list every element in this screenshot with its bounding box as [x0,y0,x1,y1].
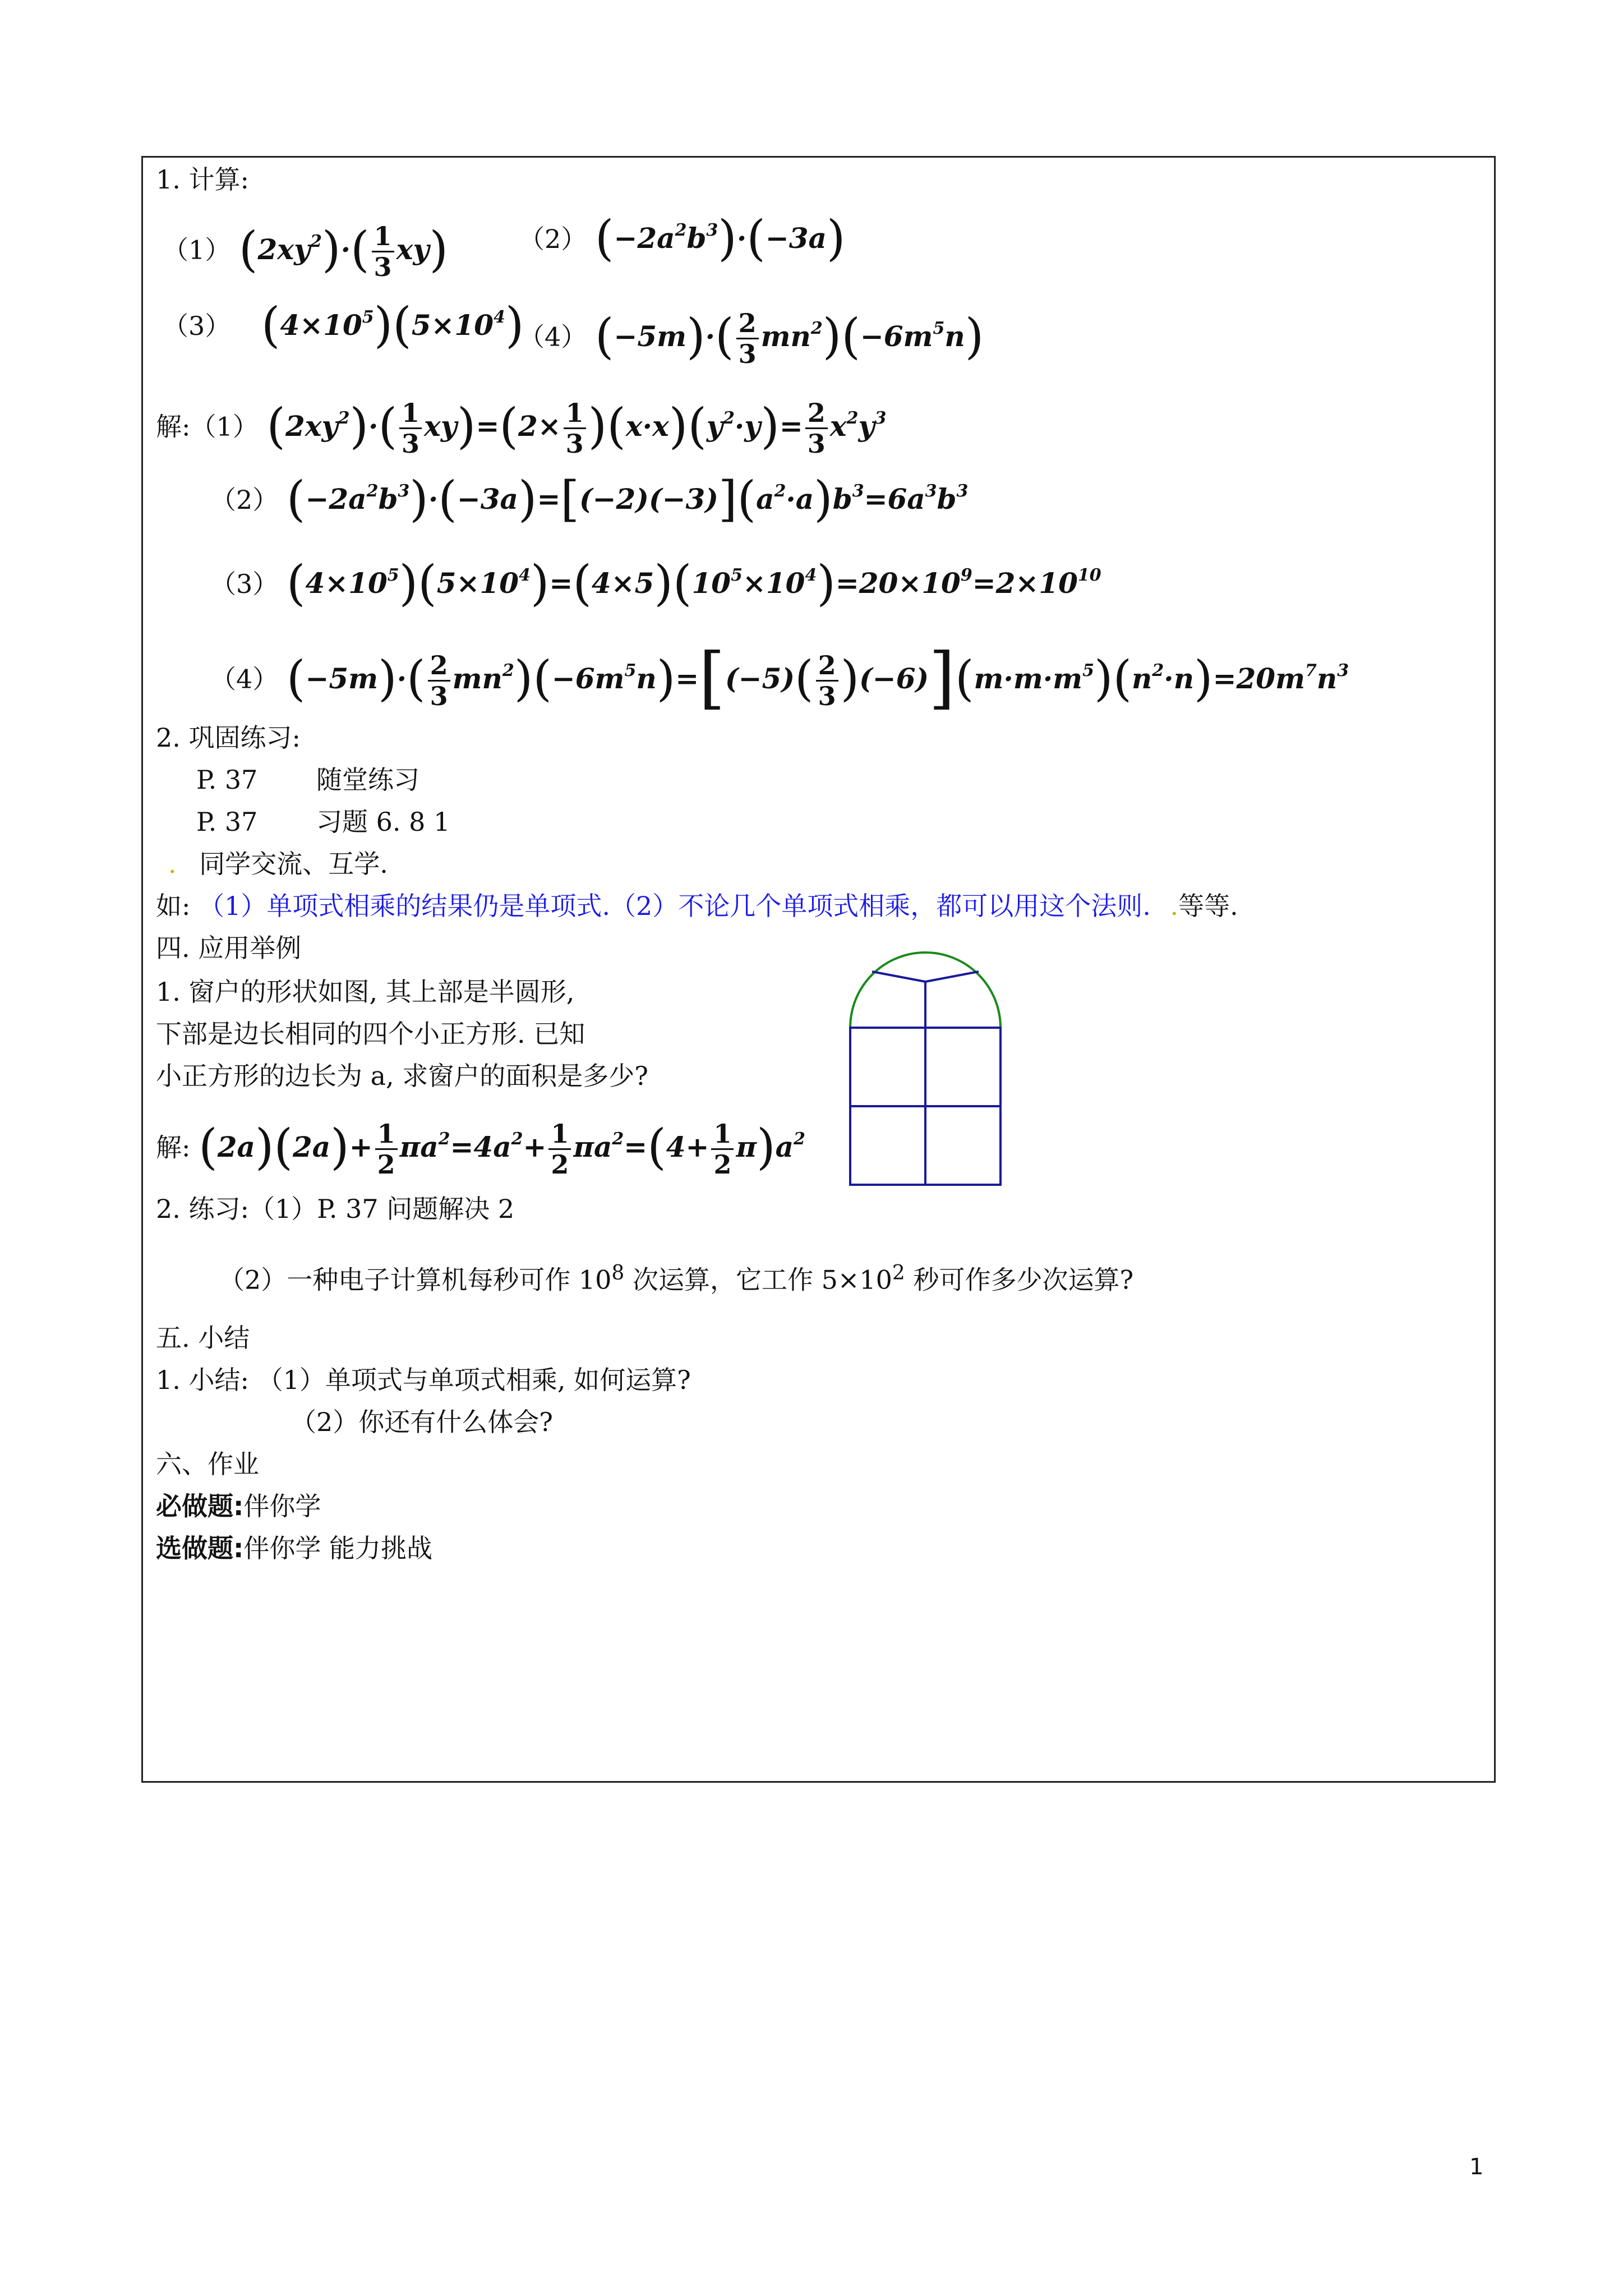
rule-prefix: 如: [156,891,191,921]
required-text: 伴你学 [243,1491,321,1521]
window-problem-line2: 下部是边长相同的四个小正方形. 已知 [156,1019,585,1049]
solution-3 [210,555,1101,611]
solution-3-label: （3） [210,569,279,599]
problem-2-label: （2） [519,224,587,254]
homework-required [156,1489,321,1523]
window-solution [156,1119,805,1179]
problem-1 [163,222,448,282]
page-number: 1 [1469,2154,1484,2180]
section2-title: 2. 巩固练习: [156,723,301,753]
section4-title: 四. 应用举例 [156,933,302,963]
exercise-2-exp: 8 [611,1262,625,1285]
practice-row-2 [196,805,450,839]
solution-2-expr: $(-2a^2b^3)\cdot(-3a)=[(-2)(-3)](a^2\cdot a)b^3=6a^3b^3$ [286,471,969,527]
section6-title: 六、作业 [156,1449,259,1479]
rule-text: （1）单项式相乘的结果仍是单项式.（2）不论几个单项式相乘，都可以用这个法则. [199,891,1151,921]
solution-4-expr: (−5m)·( $\frac{2}{3}$ $mn^2)(-6m^5n)=[(-5)$( $\frac{2}{3}$ )$(-6)](m\cdot m\cdot m^5)(n^2\cdot n)=20m^7n^3$ [286,638,1349,717]
practice-row-3 [168,847,388,881]
problem-1-expr: $(2xy^2)\cdot$( $\frac{1}{3}$ xy) [238,221,448,282]
window-solution-expr: (2a)(2a)+ $\frac{1}{2}$ $\pi a^2=4a^2+$ $\frac{1}{2}$ $\pi a^2=(4+$ $\frac{1}{2}$ $\pi)a^2$ [199,1119,805,1180]
exercise-1: 2. 练习:（1）P. 37 问题解决 2 [156,1194,515,1224]
exercise-2-text-a: （2）一种电子计算机每秒可作 10 [219,1264,612,1295]
arch-divider-right [925,972,979,982]
practice-3-label: 同学交流、互学. [199,849,388,879]
window-solution-label: 解: [156,1132,191,1163]
problem-2 [519,210,846,266]
problem-1-label: （1） [163,234,231,265]
yellow-dot-icon: . [1170,891,1179,921]
solution-2 [210,471,969,527]
problem-4-label: （4） [519,321,587,352]
solution-3-expr: $(4\times 10^5)(5\times 10^4)=(4\times 5)(10^5\times 10^4)=20\times 10^9=2\times 10^{10}$ [286,555,1101,611]
yellow-dot-icon: . [168,849,177,879]
exercise-2-text-b: 次运算，它工作 5×10 [624,1264,892,1295]
section5-title: 五. 小结 [156,1323,250,1353]
solution-label: 解:（1） [156,411,259,442]
practice-1-label: 随堂练习 [316,765,420,795]
problem-3-label: （3） [163,311,231,341]
window-problem-line1: 1. 窗户的形状如图, 其上部是半圆形, [156,977,575,1007]
summary-line1: 1. 小结: （1）单项式与单项式相乘, 如何运算? [156,1365,691,1395]
rule-summary [156,889,1238,923]
summary-line2: （2）你还有什么体会? [291,1407,553,1437]
solution-2-label: （2） [210,485,279,515]
exercise-2-text-c: 秒可作多少次运算? [905,1264,1134,1295]
arch-divider-left [872,972,925,982]
exercise-2 [219,1257,1133,1296]
problem-4 [519,309,984,369]
exercise-2-exp2: 2 [892,1262,905,1285]
problem-4-expr: (−5m)·( $\frac{2}{3}$ $mn^2)(-6m^5n)$ [594,308,984,369]
rule-suffix: 等等. [1178,891,1238,921]
required-label: 必做题: [156,1491,244,1521]
solution-4 [210,638,1349,717]
practice-2-label: 习题 6. 8 1 [316,807,450,837]
solution-1 [156,398,886,458]
problem-3-expr: $(4\times 10^5)(5\times 10^4)$ [261,297,524,353]
problem-3 [163,297,524,353]
section1-title: 1. 计算: [156,164,250,195]
solution-4-label: （4） [210,664,279,694]
window-problem-line3: 小正方形的边长为 a, 求窗户的面积是多少? [156,1061,648,1091]
practice-2-page: P. 37 [196,807,258,837]
optional-text: 伴你学 能力挑战 [243,1533,433,1563]
optional-label: 选做题: [156,1533,244,1563]
practice-1-page: P. 37 [196,765,258,795]
window-diagram [841,948,1009,1195]
practice-row-1 [196,763,419,797]
homework-optional [156,1531,432,1565]
problem-2-expr: $(-2a^2b^3)\cdot(-3a)$ [594,210,846,266]
solution-1-expr: $(2xy^2)\cdot$( $\frac{1}{3}$ xy)=(2× $\frac{1}{3}$ )$(x\cdot x)(y^2\cdot y)=$ $\frac{2}{3}$ $x^2y^3$ [266,398,887,459]
